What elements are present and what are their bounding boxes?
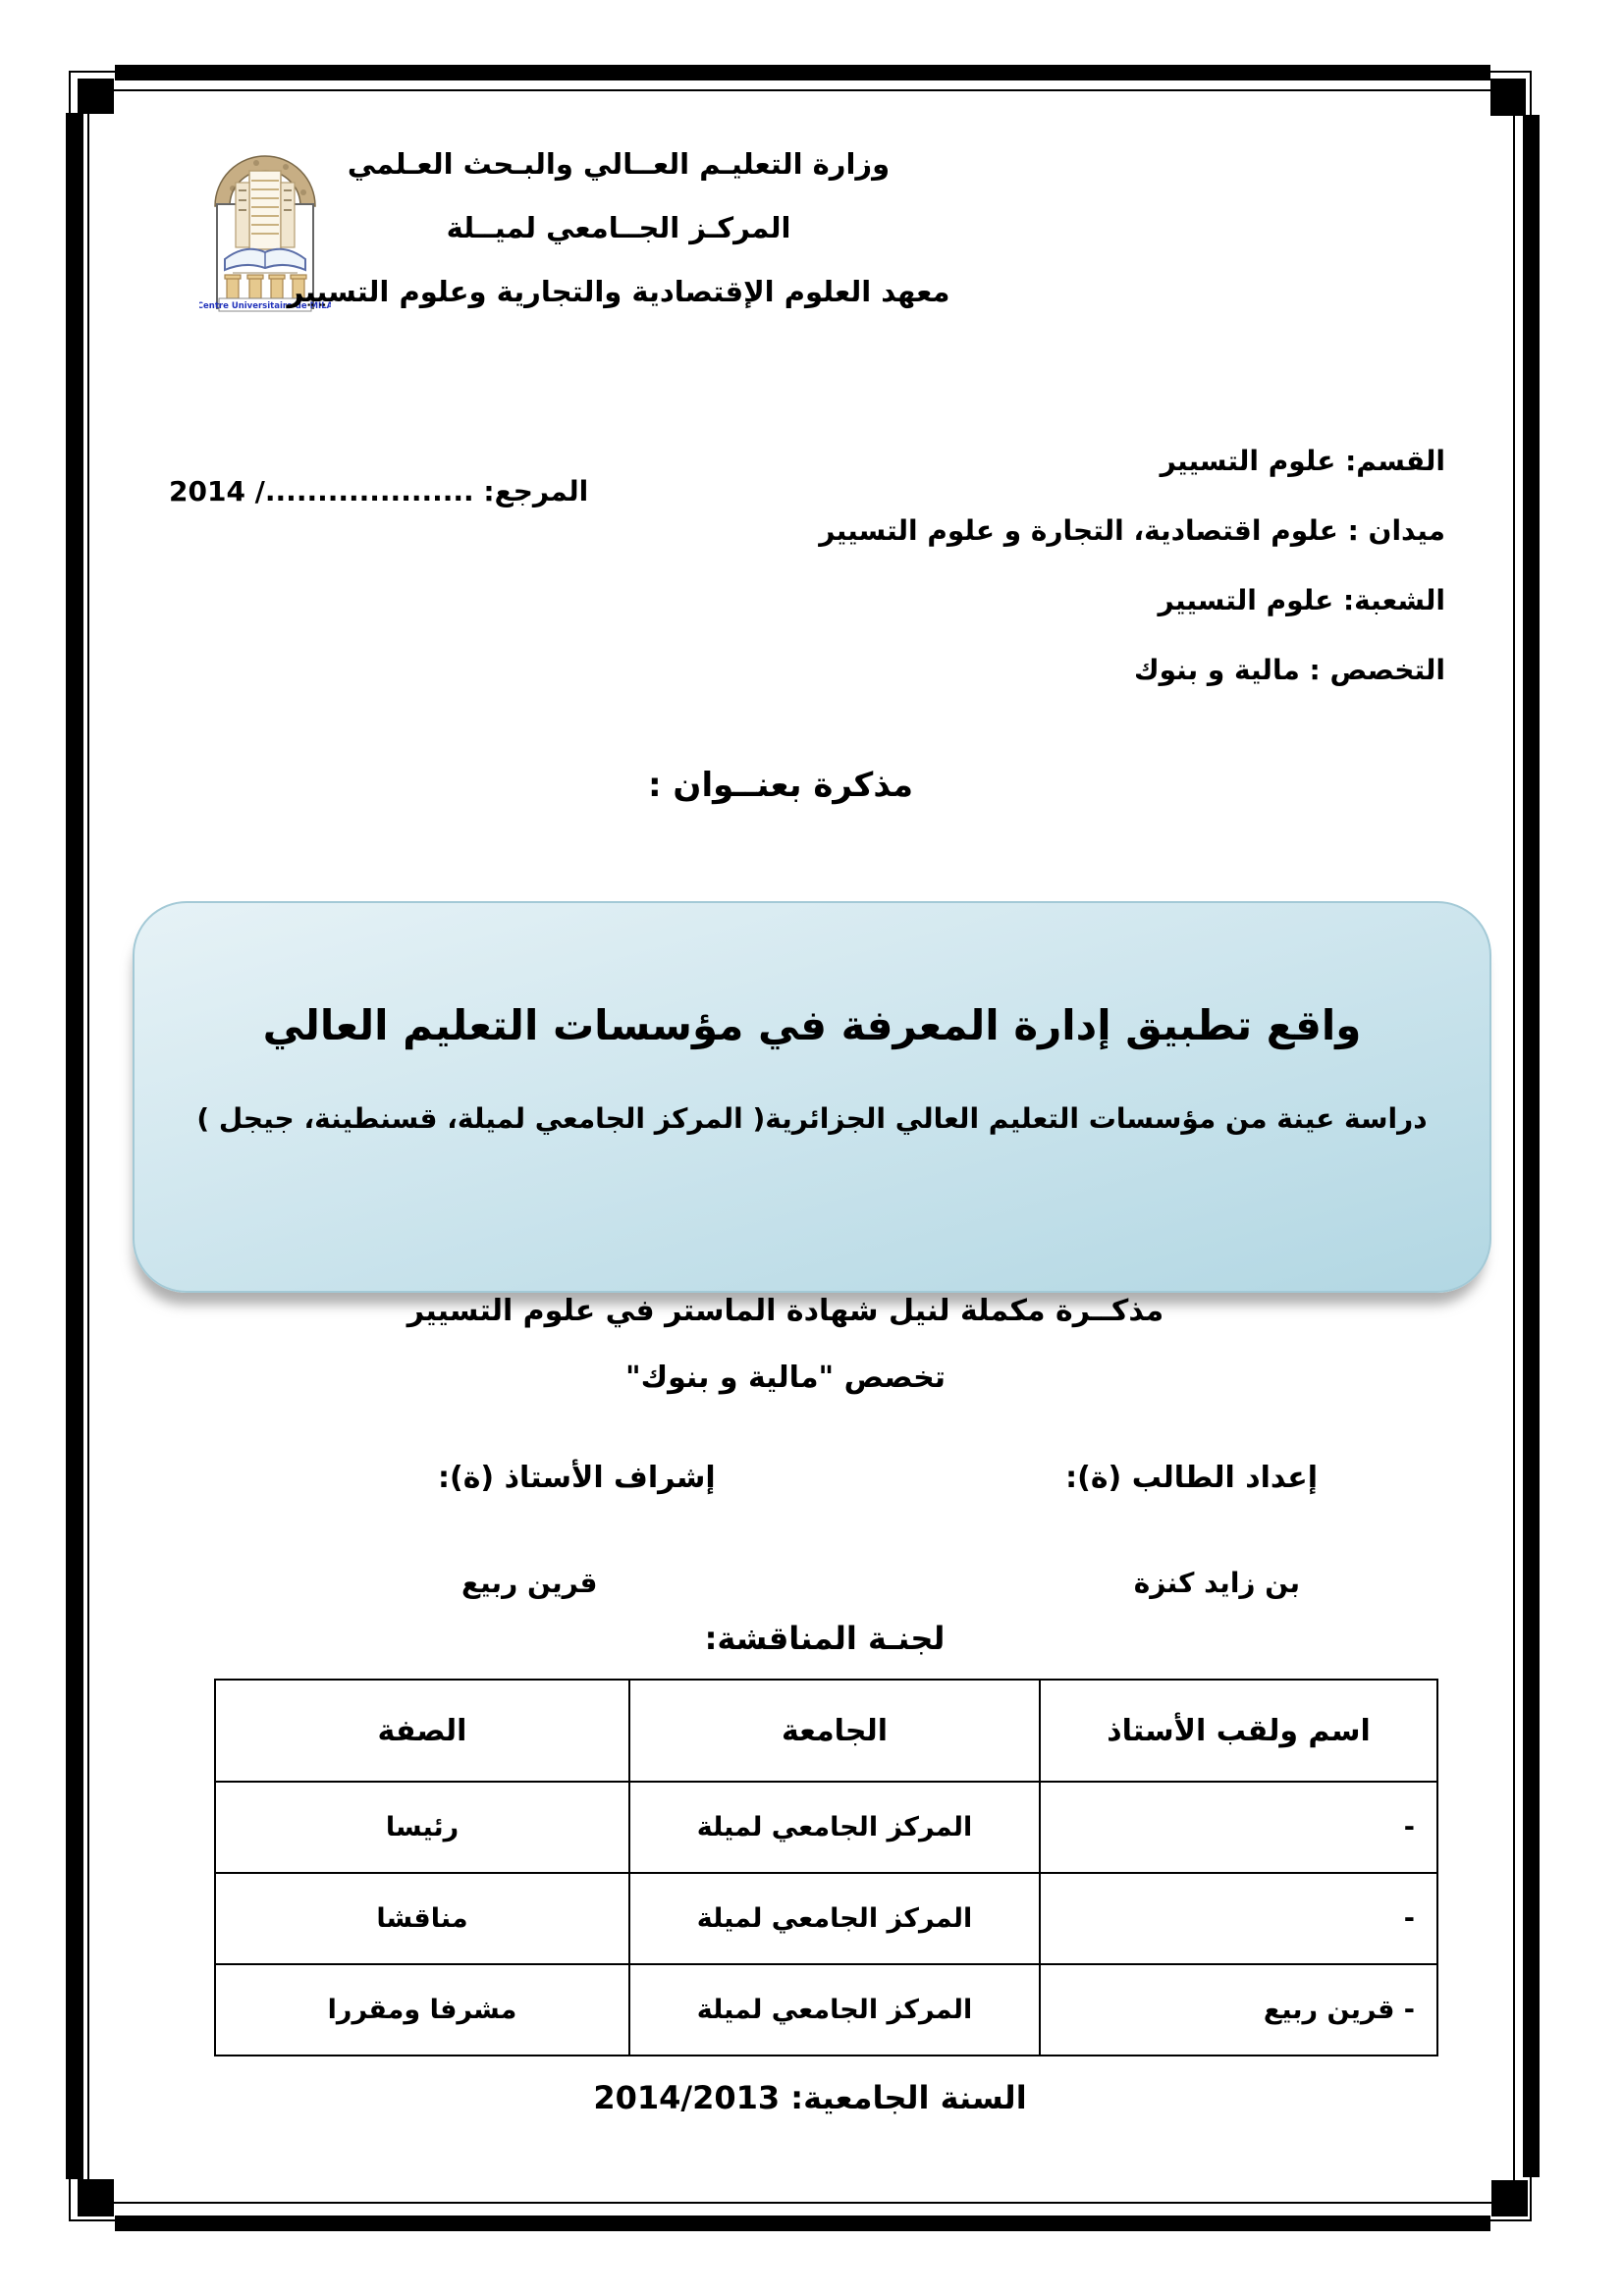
reference-line: المرجع: ..................../ 2014 xyxy=(169,475,589,507)
table-row-2-role: مناقشا xyxy=(216,1872,628,1963)
student-name: بن زايد كنزة xyxy=(1133,1567,1300,1599)
degree-specialty-line: تخصص "مالية و بنوك" xyxy=(625,1361,946,1395)
frame-band-bottom xyxy=(115,2216,1490,2231)
department-line: القسم: علوم التسيير xyxy=(1160,445,1445,477)
table-row-3-name: - قرين ربيع xyxy=(1039,1963,1436,2055)
frame-band-left xyxy=(66,113,83,2179)
field-line: ميدان : علوم اقتصادية، التجارة و علوم التسيير xyxy=(819,514,1445,547)
frame-corner-step xyxy=(78,79,114,114)
frame-band-right xyxy=(1523,115,1540,2177)
ministry-line: وزارة التعليـم العــالي والبـحث العـلمي xyxy=(347,147,891,181)
memo-label: مذكرة بعنــوان : xyxy=(647,766,914,805)
column-header-role: الصفة xyxy=(377,1713,467,1748)
student-label: إعداد الطالب (ة): xyxy=(1065,1461,1318,1495)
thesis-title: واقع تطبيق إدارة المعرفة في مؤسسات التعليم العالي xyxy=(262,1001,1362,1049)
frame-corner-step xyxy=(78,2179,114,2216)
frame-corner-step xyxy=(1490,79,1526,116)
table-row-1-role: رئيسا xyxy=(216,1781,628,1872)
column-header-name: اسم ولقب الأستاذ xyxy=(1039,1681,1436,1781)
degree-line: مذكــرة مكملة لنيل شهادة الماستر في علوم التسيير xyxy=(406,1294,1164,1328)
document-header xyxy=(128,147,1109,339)
logo-caption: Centre Universitaire de MILA xyxy=(199,301,331,311)
committee-heading: لجنـة المناقشة: xyxy=(704,1620,946,1657)
table-row-3-university: المركز الجامعي لميلة xyxy=(628,1963,1039,2055)
supervisor-label: إشراف الأستاذ (ة): xyxy=(438,1461,716,1495)
branch-line: الشعبة: علوم التسيير xyxy=(1158,584,1445,616)
specialty-line: التخصص : مالية و بنوك xyxy=(1133,654,1445,686)
thesis-title-box xyxy=(133,901,1491,1293)
frame-corner-step xyxy=(1491,2180,1528,2216)
table-row-2-university: المركز الجامعي لميلة xyxy=(628,1872,1039,1963)
table-row-1-university: المركز الجامعي لميلة xyxy=(628,1781,1039,1872)
academic-info-block xyxy=(819,436,1445,715)
table-row-3-role: مشرفا ومقررا xyxy=(216,1963,628,2055)
institute-line: معهد العلوم الإقتصادية والتجارية وعلوم التسيير xyxy=(287,275,950,308)
committee-table xyxy=(214,1679,1438,2056)
thesis-subtitle: دراسة عينة من مؤسسات التعليم العالي الجزائرية( المركز الجامعي لميلة، قسنطينة، جيجل ) xyxy=(196,1102,1428,1135)
table-row-2-name: - xyxy=(1039,1872,1436,1963)
academic-year: السنة الجامعية: 2014/2013 xyxy=(593,2079,1027,2116)
column-header-university: الجامعة xyxy=(628,1681,1039,1781)
university-line: المركـز الجــامعي لميــلة xyxy=(446,211,791,244)
supervisor-name: قرين ربيع xyxy=(461,1567,598,1599)
table-row-1-name: - xyxy=(1039,1781,1436,1872)
frame-band-top xyxy=(115,65,1490,80)
